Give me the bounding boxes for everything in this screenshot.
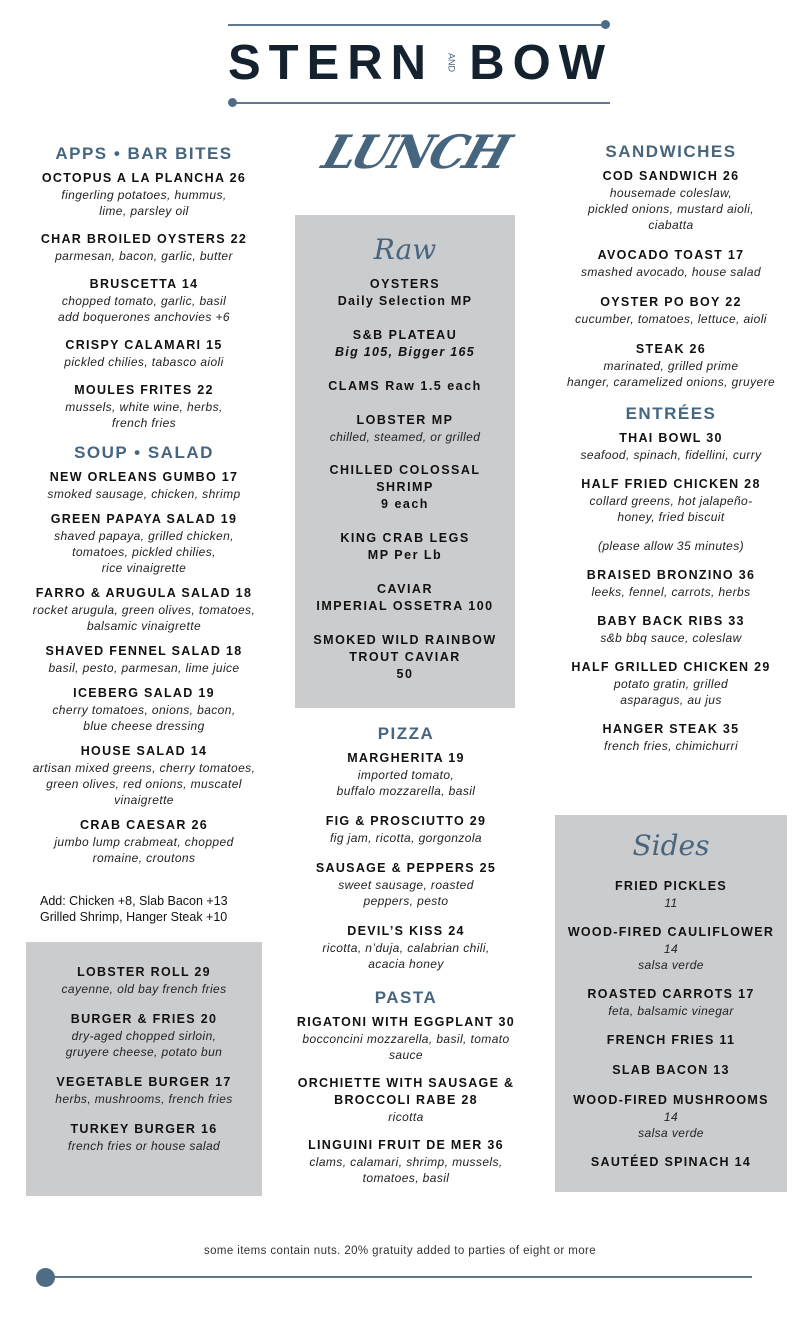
item-name: WOOD-FIRED MUSHROOMS — [573, 1093, 769, 1107]
item-description: pickled chilies, tabasco aioli — [64, 355, 224, 369]
item-name: SAUTÉED SPINACH 14 — [590, 1155, 752, 1169]
left-column — [26, 144, 262, 866]
menu-item — [555, 924, 787, 973]
menu-item — [26, 231, 262, 264]
menu-item — [26, 1121, 262, 1154]
item-description: sauce — [388, 1048, 424, 1062]
item-description: lime, parsley oil — [99, 204, 189, 218]
item-description: basil, pesto, parmesan, lime juice — [48, 661, 240, 675]
raw-item — [295, 378, 515, 395]
menu-title: LUNCH — [316, 125, 516, 179]
header-dot-top — [601, 20, 610, 29]
menu-item — [295, 750, 517, 799]
item-name: VEGETABLE BURGER 17 — [56, 1075, 232, 1089]
item-description: acacia honey — [368, 957, 444, 971]
item-name: FRENCH FRIES 11 — [606, 1033, 736, 1047]
item-description: gruyere cheese, potato bun — [65, 1045, 223, 1059]
item-name: CRISPY CALAMARI 15 — [65, 338, 223, 352]
raw-item-name: SMOKED WILD RAINBOW — [313, 633, 497, 647]
item-name: CRAB CAESAR 26 — [80, 818, 208, 832]
raw-item-name: MP Per Lb — [367, 548, 443, 562]
item-name: NEW ORLEANS GUMBO 17 — [49, 470, 239, 484]
item-name: WOOD-FIRED CAULIFLOWER — [567, 925, 775, 939]
menu-item — [26, 382, 262, 431]
menu-item — [26, 276, 262, 325]
item-description: honey, fried biscuit — [617, 510, 725, 524]
item-name: ROASTED CARROTS 17 — [587, 987, 755, 1001]
raw-item — [295, 530, 515, 564]
raw-item-detail: chilled, steamed, or grilled — [329, 430, 481, 444]
raw-heading: Raw — [373, 233, 437, 266]
menu-item — [555, 430, 787, 463]
logo-bow: BOW — [469, 36, 613, 90]
item-name: BRUSCETTA 14 — [89, 277, 199, 291]
item-description: blue cheese dressing — [83, 719, 205, 733]
item-name: COD SANDWICH 26 — [602, 169, 740, 183]
item-description: french fries — [111, 416, 177, 430]
menu-item — [26, 1011, 262, 1060]
menu-item — [555, 476, 787, 525]
item-description: leeks, fennel, carrots, herbs — [591, 585, 751, 599]
menu-item — [26, 743, 262, 808]
item-description: smashed avocado, house salad — [581, 265, 761, 279]
item-name: HOUSE SALAD 14 — [80, 744, 208, 758]
menu-item — [26, 337, 262, 370]
menu-item — [555, 659, 787, 708]
item-name: BURGER & FRIES 20 — [70, 1012, 218, 1026]
item-description: clams, calamari, shrimp, mussels, — [309, 1155, 503, 1169]
menu-item — [555, 878, 787, 911]
menu-item — [26, 170, 262, 219]
item-name: OYSTER PO BOY 22 — [600, 295, 742, 309]
menu-item — [555, 294, 787, 327]
raw-item-name: OYSTERS — [369, 277, 441, 291]
menu-item — [555, 1032, 787, 1049]
add-on-line: Add: Chicken +8, Slab Bacon +13 — [40, 894, 228, 908]
item-description: rocket arugula, green olives, tomatoes, — [32, 603, 256, 617]
item-description: collard greens, hot jalapeño- — [589, 494, 753, 508]
item-name: DEVIL’S KISS 24 — [347, 924, 465, 938]
menu-item — [295, 1075, 517, 1125]
item-name: FIG & PROSCIUTTO 29 — [325, 814, 487, 828]
item-name: SHAVED FENNEL SALAD 18 — [45, 644, 243, 658]
item-description: peppers, pesto — [363, 894, 449, 908]
item-description: fingerling potatoes, hummus, — [61, 188, 227, 202]
menu-item — [555, 538, 787, 554]
item-description: imported tomato, — [357, 768, 455, 782]
menu-item — [26, 685, 262, 734]
raw-item-name: CLAMS Raw 1.5 each — [328, 379, 482, 393]
item-name: TURKEY BURGER 16 — [70, 1122, 218, 1136]
raw-item-name: SHRIMP — [376, 480, 434, 494]
item-name: LINGUINI FRUIT DE MER 36 — [308, 1138, 504, 1152]
item-name: BABY BACK RIBS 33 — [597, 614, 745, 628]
menu-item — [295, 813, 517, 846]
raw-item-detail: Big 105, Bigger 165 — [334, 345, 476, 359]
menu-item — [555, 613, 787, 646]
item-name: SLAB BACON 13 — [612, 1063, 730, 1077]
section-heading: ENTRÉES — [625, 404, 717, 423]
item-description: romaine, croutons — [92, 851, 196, 865]
item-description: feta, balsamic vinegar — [608, 1004, 734, 1018]
menu-item — [555, 567, 787, 600]
raw-item — [295, 462, 515, 513]
item-name: HANGER STEAK 35 — [602, 722, 740, 736]
menu-item — [26, 469, 262, 502]
raw-item — [295, 581, 515, 615]
item-description: marinated, grilled prime — [603, 359, 739, 373]
footer-dot — [36, 1268, 55, 1287]
item-description: 14 — [663, 1110, 679, 1124]
menu-item — [26, 643, 262, 676]
item-name: ICEBERG SALAD 19 — [73, 686, 215, 700]
raw-item-name: CHILLED COLOSSAL — [329, 463, 481, 477]
item-name: HALF GRILLED CHICKEN 29 — [571, 660, 771, 674]
section-heading: APPS • BAR BITES — [55, 144, 233, 163]
item-description: bocconcini mozzarella, basil, tomato — [302, 1032, 510, 1046]
header-rule-top — [228, 24, 606, 26]
item-name: GREEN PAPAYA SALAD 19 — [50, 512, 238, 526]
item-description: cucumber, tomatoes, lettuce, aioli — [575, 312, 767, 326]
menu-item — [555, 986, 787, 1019]
item-description: cherry tomatoes, onions, bacon, — [52, 703, 236, 717]
item-name: FRIED PICKLES — [614, 879, 728, 893]
raw-item — [295, 276, 515, 310]
menu-item — [555, 1062, 787, 1079]
item-description: tomatoes, basil — [362, 1171, 450, 1185]
add-on-line: Grilled Shrimp, Hanger Steak +10 — [40, 910, 228, 924]
item-description: salsa verde — [638, 958, 704, 972]
item-description: fig jam, ricotta, gorgonzola — [330, 831, 482, 845]
raw-item-name: LOBSTER MP — [356, 413, 454, 427]
sides-heading: Sides — [632, 829, 710, 862]
menu-item — [295, 1014, 517, 1063]
item-description: seafood, spinach, fidellini, curry — [580, 448, 762, 462]
item-name: BRAISED BRONZINO 36 — [586, 568, 756, 582]
item-description: chopped tomato, garlic, basil — [61, 294, 227, 308]
raw-item-name: CAVIAR — [377, 582, 433, 596]
item-description: herbs, mushrooms, french fries — [55, 1092, 233, 1106]
item-description: pickled onions, mustard aioli, — [587, 202, 755, 216]
item-description: vinaigrette — [114, 793, 174, 807]
item-description: salsa verde — [638, 1126, 704, 1140]
right-column — [555, 142, 787, 754]
section-heading: PASTA — [374, 988, 438, 1007]
logo-stern: STERN — [228, 36, 435, 90]
item-name: HALF FRIED CHICKEN 28 — [581, 477, 761, 491]
section-heading: SANDWICHES — [605, 142, 737, 161]
logo-and: AND — [446, 53, 457, 73]
menu-item — [555, 247, 787, 280]
item-description: add boquerones anchovies +6 — [58, 310, 230, 324]
center-column — [295, 724, 517, 1186]
raw-item-name: S&B PLATEAU — [352, 328, 458, 342]
item-description: sweet sausage, roasted — [338, 878, 474, 892]
header-dot-bottom — [228, 98, 237, 107]
item-name: OCTOPUS A LA PLANCHA 26 — [41, 171, 247, 185]
section-heading: PIZZA — [377, 724, 435, 743]
item-description: artisan mixed greens, cherry tomatoes, — [32, 761, 256, 775]
item-name: RIGATONI WITH EGGPLANT 30 — [296, 1015, 516, 1029]
item-description: french fries or house salad — [67, 1139, 221, 1153]
item-description: jumbo lump crabmeat, chopped — [54, 835, 234, 849]
item-name: SAUSAGE & PEPPERS 25 — [315, 861, 497, 875]
item-description: (please allow 35 minutes) — [597, 539, 745, 553]
menu-item — [555, 1092, 787, 1141]
item-name: AVOCADO TOAST 17 — [597, 248, 745, 262]
raw-item — [295, 327, 515, 361]
menu-item — [26, 511, 262, 576]
raw-item — [295, 632, 515, 683]
item-description: dry-aged chopped sirloin, — [71, 1029, 217, 1043]
section-heading: SOUP • SALAD — [74, 443, 214, 462]
item-description: buffalo mozzarella, basil — [336, 784, 476, 798]
menu-item — [295, 1137, 517, 1186]
menu-item — [26, 585, 262, 634]
raw-item-name: TROUT CAVIAR — [349, 650, 461, 664]
item-description: asparagus, au jus — [620, 693, 722, 707]
item-description: s&b bbq sauce, coleslaw — [600, 631, 742, 645]
menu-item — [26, 817, 262, 866]
raw-item-name: 9 each — [381, 497, 429, 511]
item-description: 11 — [664, 896, 678, 910]
item-name: MOULES FRITES 22 — [74, 383, 214, 397]
raw-item-detail: Daily Selection MP — [337, 294, 473, 308]
menu-item — [295, 923, 517, 972]
menu-item — [555, 1154, 787, 1171]
item-name: LOBSTER ROLL 29 — [77, 965, 211, 979]
item-description: tomatoes, pickled chilies, — [72, 545, 216, 559]
footer-note: some items contain nuts. 20% gratuity added to parties of eight or more — [203, 1245, 597, 1257]
item-name: FARRO & ARUGULA SALAD 18 — [35, 586, 253, 600]
item-name: ORCHIETTE WITH SAUSAGE & BROCCOLI RABE 28 — [297, 1076, 515, 1107]
item-name: CHAR BROILED OYSTERS 22 — [40, 232, 248, 246]
raw-item-name: KING CRAB LEGS — [340, 531, 470, 545]
item-description: ricotta — [388, 1110, 424, 1124]
item-description: 14 — [663, 942, 679, 956]
raw-bar-box — [295, 215, 515, 708]
menu-item — [26, 1074, 262, 1107]
item-name: MARGHERITA 19 — [347, 751, 465, 765]
footer-rule — [50, 1276, 752, 1278]
item-description: rice vinaigrette — [101, 561, 187, 575]
sides-box — [555, 815, 787, 1192]
item-description: mussels, white wine, herbs, — [65, 400, 223, 414]
item-name: STEAK 26 — [635, 342, 707, 356]
item-description: french fries, chimichurri — [603, 739, 739, 753]
item-description: shaved papaya, grilled chicken, — [54, 529, 234, 543]
item-description: green olives, red onions, muscatel — [46, 777, 242, 791]
header-rule-bottom — [232, 102, 610, 104]
raw-item — [295, 412, 515, 445]
menu-item — [555, 168, 787, 233]
item-name: THAI BOWL 30 — [619, 431, 723, 445]
item-description: ciabatta — [648, 218, 694, 232]
item-description: cayenne, old bay french fries — [61, 982, 227, 996]
add-on-note — [40, 893, 250, 925]
item-description: parmesan, bacon, garlic, butter — [55, 249, 233, 263]
raw-item-name: 50 — [396, 667, 414, 681]
item-description: hanger, caramelized onions, gruyere — [566, 375, 776, 389]
item-description: smoked sausage, chicken, shrimp — [47, 487, 241, 501]
burgers-box — [26, 942, 262, 1196]
menu-item — [555, 341, 787, 390]
menu-item — [26, 964, 262, 997]
menu-item — [555, 721, 787, 754]
logo — [228, 38, 613, 88]
item-description: ricotta, n’duja, calabrian chili, — [322, 941, 490, 955]
menu-item — [295, 860, 517, 909]
item-description: balsamic vinaigrette — [86, 619, 202, 633]
raw-item-name: IMPERIAL OSSETRA 100 — [316, 599, 494, 613]
item-description: potato gratin, grilled — [613, 677, 729, 691]
item-description: housemade coleslaw, — [609, 186, 733, 200]
